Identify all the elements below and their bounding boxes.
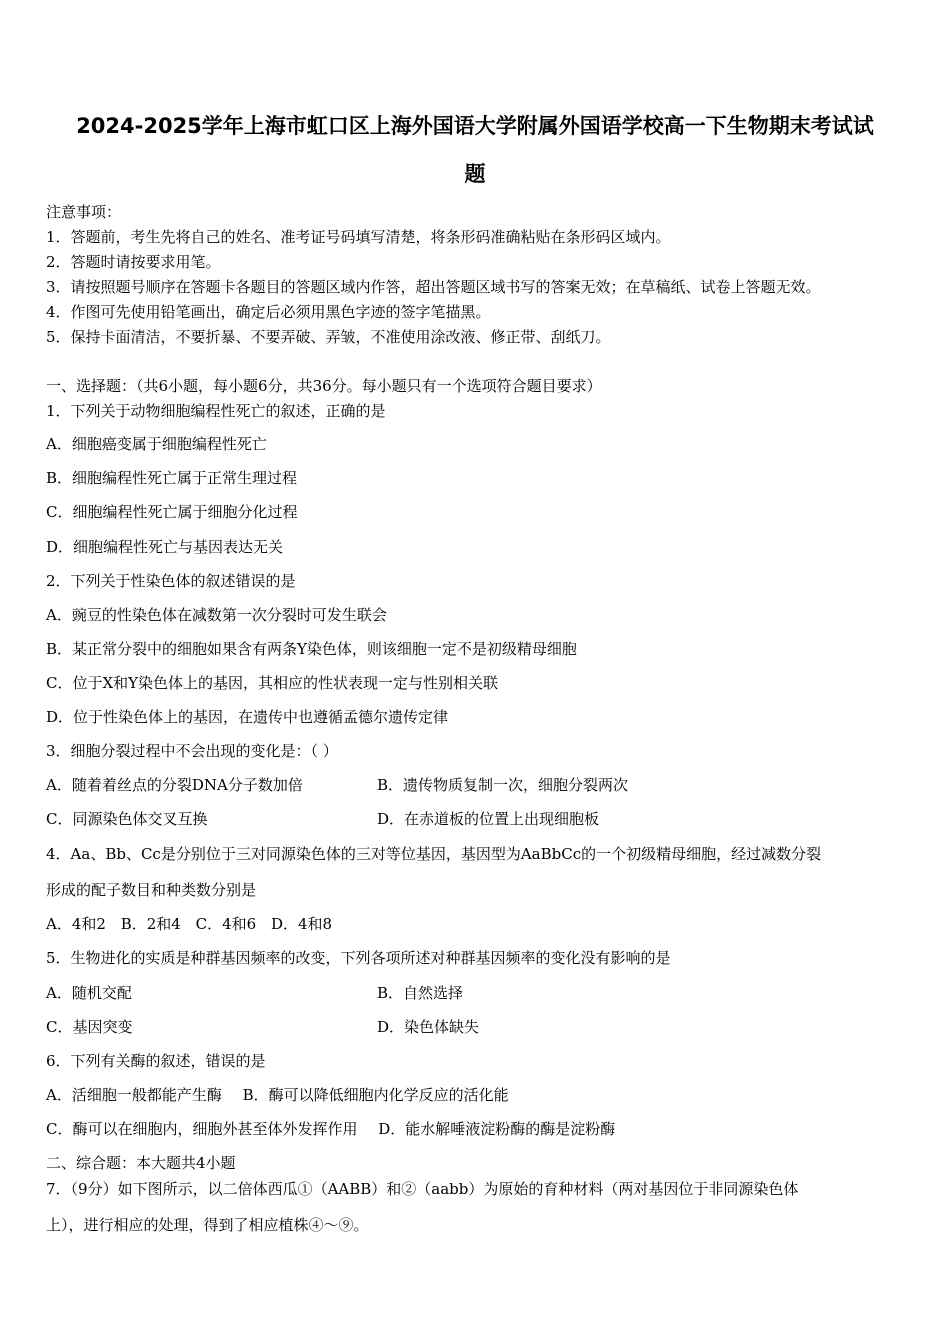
- exam-title-line1: 2024-2025学年上海市虹口区上海外国语大学附属外国语学校高一下生物期末考试试: [76, 114, 874, 138]
- q3-option-a: A．随着着丝点的分裂DNA分子数加倍: [46, 776, 303, 794]
- q1-option-d: D．细胞编程性死亡与基因表达无关: [46, 538, 284, 556]
- q5-option-b: B．自然选择: [377, 984, 464, 1002]
- q4-option-a: A．4和2: [46, 915, 106, 933]
- q3-stem: 3．细胞分裂过程中不会出现的变化是：（ ）: [46, 742, 338, 760]
- q5-option-d: D．染色体缺失: [377, 1018, 480, 1036]
- q2-option-c: C．位于X和Y染色体上的基因，其相应的性状表现一定与性别相关联: [46, 674, 499, 692]
- q4-stem-line1: 4．Aa、Bb、Cc是分别位于三对同源染色体的三对等位基因，基因型为AaBbCc的一个初级精母细胞，经过减数分裂: [46, 845, 822, 863]
- exam-title-line2: 题: [464, 162, 486, 186]
- section1-heading: 一、选择题：（共6小题，每小题6分，共36分。每小题只有一个选项符合题目要求）: [46, 377, 602, 395]
- q6-stem: 6．下列有关酶的叙述，错误的是: [46, 1052, 266, 1070]
- q6-option-c: C．酶可以在细胞内，细胞外甚至体外发挥作用: [46, 1120, 358, 1138]
- notice-item-5: 5．保持卡面清洁，不要折暴、不要弄破、弄皱，不准使用涂改液、修正带、刮纸刀。: [46, 328, 611, 346]
- q6-option-d: D．能水解唾液淀粉酶的酶是淀粉酶: [378, 1120, 616, 1138]
- q1-stem: 1．下列关于动物细胞编程性死亡的叙述，正确的是: [46, 402, 386, 420]
- q7-stem-line1: 7．（9分）如下图所示，以二倍体西瓜①（AABB）和②（aabb）为原始的育种材料（两对基因位于非同源染色体: [46, 1180, 799, 1198]
- q5-option-a: A．随机交配: [46, 984, 132, 1002]
- q3-option-d: D．在赤道板的位置上出现细胞板: [377, 810, 600, 828]
- q2-option-a: A．豌豆的性染色体在减数第一次分裂时可发生联会: [46, 606, 387, 624]
- notice-item-1: 1．答题前，考生先将自己的姓名、准考证号码填写清楚，将条形码准确粘贴在条形码区域内。: [46, 228, 671, 246]
- q4-option-c: C．4和6: [195, 915, 257, 933]
- q2-option-b: B．某正常分裂中的细胞如果含有两条Y染色体，则该细胞一定不是初级精母细胞: [46, 640, 577, 658]
- q6-options-row2: [46, 1119, 615, 1139]
- q7-stem-line2: 上），进行相应的处理，得到了相应植株④～⑨。: [46, 1216, 369, 1234]
- q1-option-c: C．细胞编程性死亡属于细胞分化过程: [46, 503, 298, 521]
- q1-option-b: B．细胞编程性死亡属于正常生理过程: [46, 469, 298, 487]
- q5-option-c: C．基因突变: [46, 1018, 133, 1036]
- q1-option-a: A．细胞癌变属于细胞编程性死亡: [46, 435, 267, 453]
- q4-options: [46, 914, 332, 934]
- q2-stem: 2．下列关于性染色体的叙述错误的是: [46, 572, 296, 590]
- q6-options-row1: [46, 1085, 509, 1105]
- q6-option-a: A．活细胞一般都能产生酶: [46, 1086, 222, 1104]
- q5-stem: 5．生物进化的实质是种群基因频率的改变，下列各项所述对种群基因频率的变化没有影响的是: [46, 949, 671, 967]
- q2-option-d: D．位于性染色体上的基因，在遗传中也遵循孟德尔遗传定律: [46, 708, 449, 726]
- q4-option-b: B．2和4: [120, 915, 181, 933]
- section2-heading: 二、综合题：本大题共4小题: [46, 1154, 236, 1172]
- notice-heading: 注意事项：: [46, 203, 122, 221]
- q3-option-b: B．遗传物质复制一次，细胞分裂两次: [377, 776, 629, 794]
- q6-option-b: B．酶可以降低细胞内化学反应的活化能: [242, 1086, 509, 1104]
- notice-item-4: 4．作图可先使用铅笔画出，确定后必须用黑色字迹的签字笔描黑。: [46, 303, 491, 321]
- q3-option-c: C．同源染色体交叉互换: [46, 810, 208, 828]
- q4-option-d: D．4和8: [270, 915, 333, 933]
- notice-item-2: 2．答题时请按要求用笔。: [46, 253, 221, 271]
- q4-stem-line2: 形成的配子数目和种类数分别是: [46, 881, 257, 899]
- notice-item-3: 3．请按照题号顺序在答题卡各题目的答题区域内作答，超出答题区域书写的答案无效；在草稿纸、试卷上答题无效。: [46, 278, 821, 296]
